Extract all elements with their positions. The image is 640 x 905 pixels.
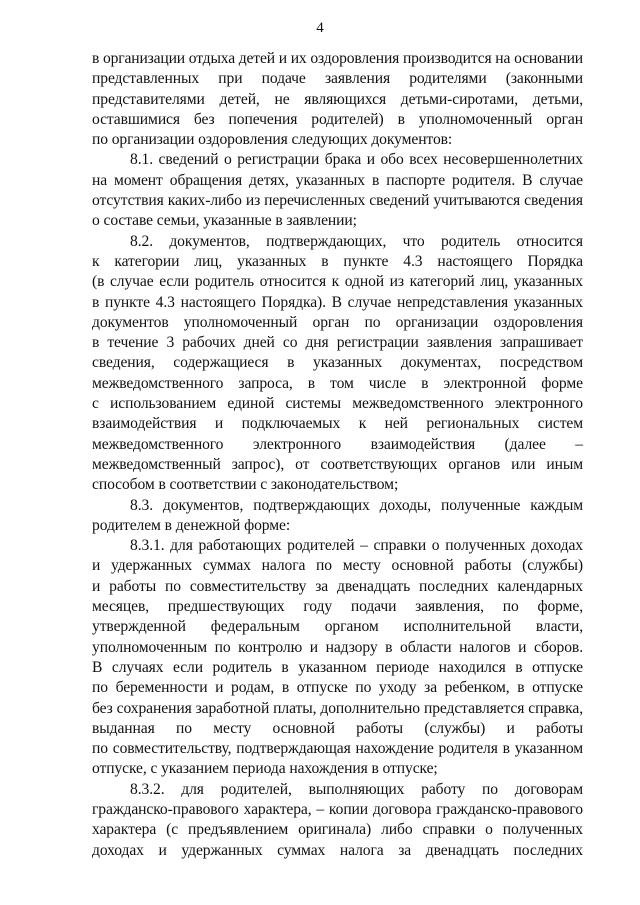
text-line: характера (с предъявлением оригинала) либо справки о полученных [92,821,583,839]
text-line: в организации отдыха детей и их оздоровления производится на основании [92,50,583,67]
text-line: к категории лиц, указанных в пункте 4.3 настоящего Порядка [92,252,583,270]
text-line: доходах и удержанных суммах налога за двенадцать последних [92,841,583,859]
text-line: родителем в денежной форме: [92,516,291,534]
text-line: на момент обращения детях, указанных в паспорте родителя. В случае [92,171,583,189]
text-line: по беременности и родам, в отпуске по уходу за ребенком, в отпуске [92,679,583,697]
paragraph-p1 [92,150,583,231]
text-line: без сохранения заработной платы, дополнительно представляется справка, [92,699,583,717]
text-line: и работы по совместительству за двенадцать последних календарных [92,577,583,595]
paragraph-p3 [92,496,583,537]
text-line: межведомственного электронного взаимодействия (далее – [92,435,583,453]
paragraph-p0 [92,49,583,150]
text-line: утвержденной федеральным органом исполнительной власти, [92,618,583,636]
page-number: 4 [316,20,324,36]
text-line: отсутствия каких-либо из перечисленных сведений учитываются сведения [92,192,583,210]
text-line: сведения, содержащиеся в указанных документах, посредством [92,354,583,372]
text-line: в пункте 4.3 настоящего Порядка). В случае непредставления указанных [92,293,583,311]
text-line: 8.3.2. для родителей, выполняющих работу по договорам [130,780,583,798]
text-line: в течение 3 рабочих дней со дня регистрации заявления запрашивает [92,334,583,352]
text-line: (в случае если родитель относится к одной из категорий лиц, указанных [92,273,583,291]
text-line: представленных при подаче заявления родителями (законными [92,70,583,88]
text-line: представителями детей, не являющихся детьми-сиротами, детьми, [92,90,583,108]
text-line: с использованием единой системы межведомственного электронного [92,395,583,413]
paragraph-p4 [92,536,583,780]
text-line: о составе семьи, указанные в заявлении; [92,212,357,230]
text-line: выданная по месту основной работы (службы) и работы [92,719,583,737]
paragraph-p2 [92,232,583,496]
text-line: по совместительству, подтверждающая нахождение родителя в указанном [92,740,583,758]
document-body [92,49,583,861]
text-line: гражданско-правового характера, – копии договора гражданско-правового [92,800,583,818]
text-line: оставшимися без попечения родителей) в уполномоченный орган [92,110,583,128]
text-line: 8.2. документов, подтверждающих, что родитель относится [130,232,583,250]
text-line: способом в соответствии с законодательством; [92,476,399,494]
text-line: взаимодействия и подключаемых к ней региональных систем [92,415,583,433]
text-line: документов уполномоченный орган по организации оздоровления [92,313,583,331]
text-line: месяцев, предшествующих году подачи заявления, по форме, [92,598,583,616]
text-line: межведомственный запрос), от соответствующих органов или иным [92,455,583,473]
text-line: уполномоченным по контролю и надзору в области налогов и сборов. [92,638,583,656]
text-line: 8.3. документов, подтверждающих доходы, полученные каждым [130,496,583,514]
text-line: 8.1. сведений о регистрации брака и обо всех несовершеннолетних [130,151,583,169]
text-line: и удержанных суммах налога по месту основной работы (службы) [92,557,583,575]
text-line: по организации оздоровления следующих документов: [92,131,453,149]
text-line: В случаях если родитель в указанном периоде находился в отпуске [92,658,583,676]
text-line: 8.3.1. для работающих родителей – справки о полученных доходах [130,537,583,555]
text-line: межведомственного запроса, в том числе в электронной форме [92,374,583,392]
text-line: отпуске, с указанием периода нахождения в отпуске; [92,760,438,778]
paragraph-p5 [92,780,583,861]
